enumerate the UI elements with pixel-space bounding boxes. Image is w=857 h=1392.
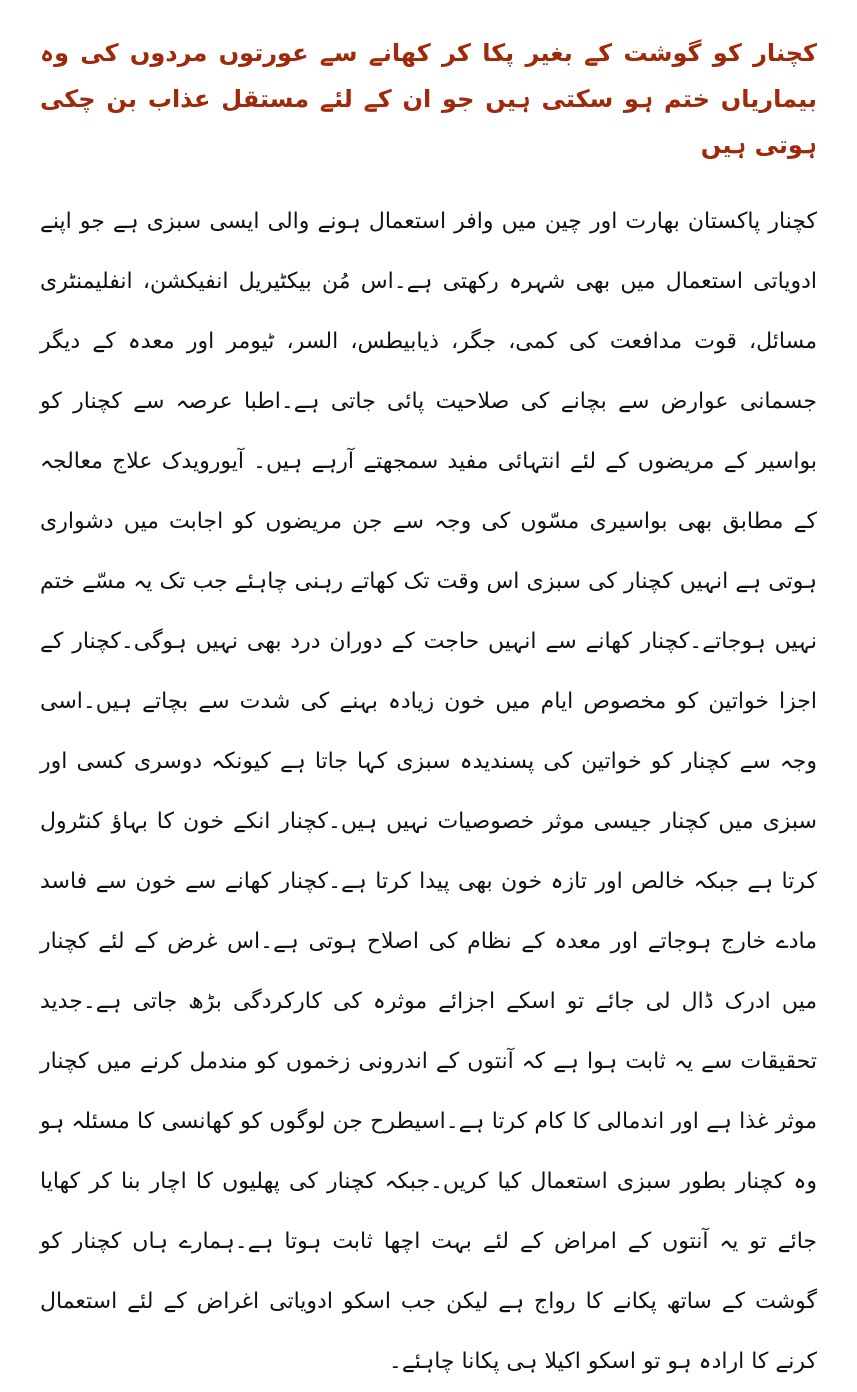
article-body: کچنار پاکستان بھارت اور چین میں وافر استعمال ہونے والی ایسی سبزی ہے جو اپنے ادویاتی استعمال میں بھی شہرہ رکھتی ہے۔اس مُن بیکٹیریل انفیکشن، انفلیمنٹری مسائل، قوت مدافعت کی کمی، جگر، ذیابیطس، السر، ٹیومر اور معدہ کے دیگر جسمانی عوارض سے بچانے کی صلاحیت پائی جاتی ہے۔اطبا عرصہ سے کچنار کو بواسیر کے مریضوں کے لئے انتہائی مفید سمجھتے آرہے ہیں۔ آیورویدک علاج معالجہ کے مطابق بھی بواسیری مسّوں کی وجہ سے جن مریضوں کو اجابت میں دشواری ہوتی ہے انہیں کچنار کی سبزی اس وقت تک کھاتے رہنی چاہئے جب تک یہ مسّے ختم نہیں ہوجاتے۔کچنار کھانے سے انہیں حاجت کے دوران درد بھی نہیں ہوگی۔کچنار کے اجزا خواتین کو مخصوص ایام میں خون زیادہ بہنے کی شدت سے بچاتے ہیں۔اسی وجہ سے کچنار کو خواتین کی پسندیدہ سبزی کہا جاتا ہے کیونکہ دوسری کسی اور سبزی میں کچنار جیسی موثر خصوصیات نہیں ہیں۔کچنار انکے خون کا بہاؤ کنٹرول کرتا ہے جبکہ خالص اور تازہ خون بھی پیدا کرتا ہے۔کچنار کھانے سے خون سے فاسد مادے خارج ہوجاتے اور معدہ کے نظام کی اصلاح ہوتی ہے۔اس غرض کے لئے کچنار میں ادرک ڈال لی جائے تو اسکے اجزائے موثرہ کی کارکردگی بڑھ جاتی ہے۔جدید تحقیقات سے یہ ثابت ہوا ہے کہ آنتوں کے اندرونی زخموں کو مندمل کرنے میں کچنار موثر غذا ہے اور اندمالی کا کام کرتا ہے۔اسیطرح جن لوگوں کو کھانسی کا مسئلہ ہو وہ کچنار بطور سبزی استعمال کیا کریں۔جبکہ کچنار کی پھلیوں کا اچار بنا کر کھایا جائے تو یہ آنتوں کے امراض کے لئے بہت اچھا ثابت ہوتا ہے۔ہمارے ہاں کچنار کو گوشت کے ساتھ پکانے کا رواج ہے لیکن جب اسکو ادویاتی اغراض کے لئے استعمال کرنے کا ارادہ ہو تو اسکو اکیلا ہی پکانا چاہئے۔ bbox=[40, 209, 817, 1374]
article-headline: کچنار کو گوشت کے بغیر پکا کر کھانے سے عورتوں مردوں کی وہ بیماریاں ختم ہو سکتی ہیں جو ان کے لئے مستقل عذاب بن چکی ہوتی ہیں bbox=[40, 39, 817, 159]
